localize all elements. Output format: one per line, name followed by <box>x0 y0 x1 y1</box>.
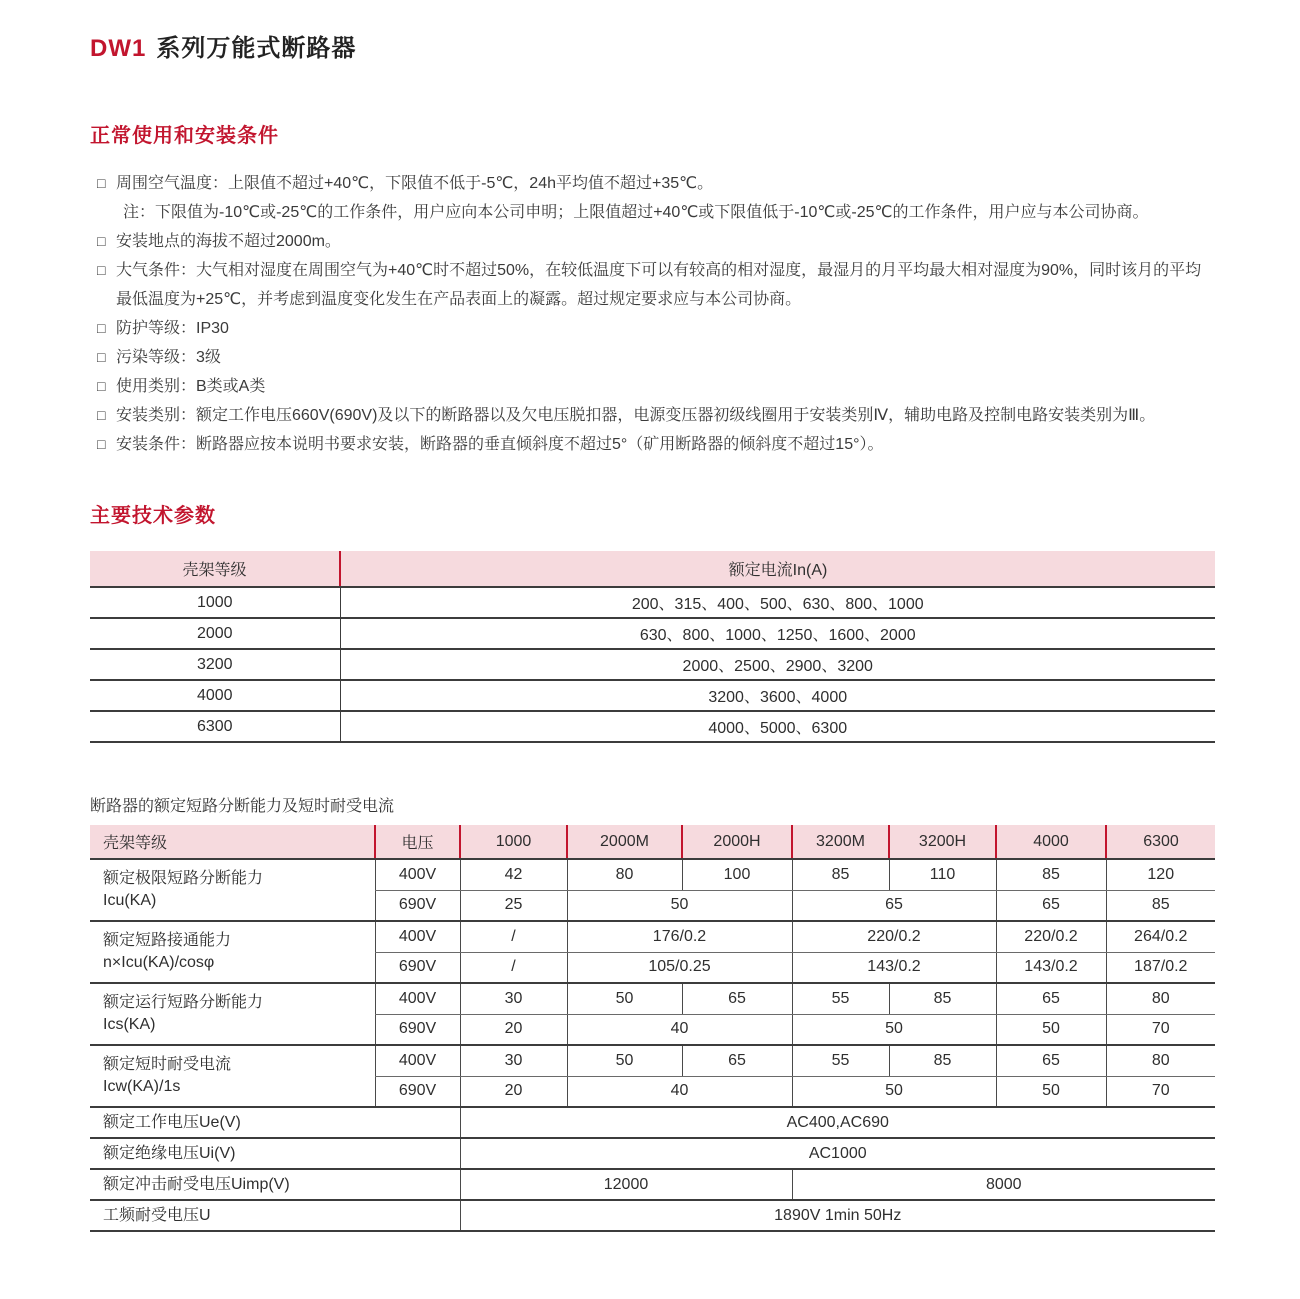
value-cell: 65 <box>996 890 1106 921</box>
column-header: 电压 <box>375 825 460 859</box>
value-cell: 8000 <box>792 1169 1215 1200</box>
square-bullet-icon: □ <box>97 320 106 336</box>
value-cell: 65 <box>682 1045 792 1076</box>
frame-cell: 4000 <box>90 680 340 711</box>
value-cell: 70 <box>1106 1076 1215 1107</box>
value-cell: 85 <box>889 983 996 1014</box>
row-label-cell <box>90 1045 375 1107</box>
column-header: 6300 <box>1106 825 1215 859</box>
table-row <box>90 1107 1215 1138</box>
value-cell: 50 <box>567 890 792 921</box>
voltage-cell: 690V <box>375 890 460 921</box>
row-label-cell <box>90 983 375 1045</box>
value-cell: 50 <box>792 1076 996 1107</box>
value-cell: / <box>460 952 567 983</box>
condition-item <box>90 169 1215 227</box>
condition-item <box>90 430 1215 459</box>
table-row <box>90 1045 1215 1076</box>
value-cell: 50 <box>567 1045 682 1076</box>
value-cell: 65 <box>996 983 1106 1014</box>
value-cell: 25 <box>460 890 567 921</box>
voltage-cell: 400V <box>375 921 460 952</box>
value-cell: 20 <box>460 1076 567 1107</box>
value-cell: 105/0.25 <box>567 952 792 983</box>
condition-text: 大气条件：大气相对湿度在周围空气为+40℃时不超过50%，在较低温度下可以有较高的相对湿度，最湿月的月平均最大相对湿度为90%，同时该月的平均最低温度为+25℃，并考虑到温度变化发生在产品表面上的凝露。超过规定要求应与本公司协商。 <box>116 262 1202 308</box>
table-row <box>90 1200 1215 1231</box>
value-cell: 50 <box>567 983 682 1014</box>
row-label-line1: 额定极限短路分断能力 <box>103 870 264 888</box>
column-header: 4000 <box>996 825 1106 859</box>
row-label-line2: Ics(KA) <box>103 1016 156 1033</box>
value-cell: 50 <box>792 1014 996 1045</box>
frame-cell: 1000 <box>90 587 340 618</box>
table-row <box>90 921 1215 952</box>
breaking-table-title: 断路器的额定短路分断能力及短时耐受电流 <box>90 798 395 815</box>
value-cell: 30 <box>460 983 567 1014</box>
value-cell: AC1000 <box>460 1138 1215 1169</box>
table-row <box>90 983 1215 1014</box>
voltage-cell: 400V <box>375 983 460 1014</box>
voltage-cell: 690V <box>375 1076 460 1107</box>
row-label-line2: Icw(KA)/1s <box>103 1078 181 1095</box>
breaking-capacity-table <box>90 825 1215 1232</box>
square-bullet-icon: □ <box>97 262 106 278</box>
condition-text: 安装条件：断路器应按本说明书要求安装，断路器的垂直倾斜度不超过5°（矿用断路器的倾斜度不超过15°）。 <box>116 436 884 453</box>
conditions-list <box>90 169 1215 459</box>
condition-item <box>90 256 1215 314</box>
value-cell: 80 <box>567 859 682 890</box>
value-cell: 80 <box>1106 1045 1215 1076</box>
condition-text: 周围空气温度：上限值不超过+40℃，下限值不低于-5℃，24h平均值不超过+35℃。 <box>116 175 714 192</box>
row-label-line1: 额定短路接通能力 <box>103 932 232 950</box>
value-cell: / <box>460 921 567 952</box>
value-cell: 187/0.2 <box>1106 952 1215 983</box>
square-bullet-icon: □ <box>97 233 106 249</box>
table-header-row <box>90 825 1215 859</box>
value-cell: AC400,AC690 <box>460 1107 1215 1138</box>
value-cell: 12000 <box>460 1169 792 1200</box>
frame-current-table <box>90 551 1215 743</box>
square-bullet-icon: □ <box>97 436 106 452</box>
column-header: 2000M <box>567 825 682 859</box>
row-label-line1: 额定运行短路分断能力 <box>103 994 264 1012</box>
frame-cell: 6300 <box>90 711 340 742</box>
condition-text: 污染等级：3级 <box>116 349 221 366</box>
value-cell: 40 <box>567 1076 792 1107</box>
row-label-cell <box>90 859 375 921</box>
table-row <box>90 1138 1215 1169</box>
condition-text: 安装地点的海拔不超过2000m。 <box>116 233 341 250</box>
frame-cell: 3200 <box>90 649 340 680</box>
table-row <box>90 1169 1215 1200</box>
condition-text: 安装类别：额定工作电压660V(690V)及以下的断路器以及欠电压脱扣器，电源变压器初级线圈用于安装类别Ⅳ，辅助电路及控制电路安装类别为Ⅲ。 <box>116 407 1156 424</box>
value-cell: 50 <box>996 1076 1106 1107</box>
column-header: 壳架等级 <box>90 825 375 859</box>
row-label-cell: 工频耐受电压U <box>90 1200 460 1231</box>
value-cell: 55 <box>792 983 889 1014</box>
condition-item <box>90 401 1215 430</box>
row-label-cell: 额定绝缘电压Ui(V) <box>90 1138 460 1169</box>
table-row <box>90 649 1215 680</box>
value-cell: 65 <box>792 890 996 921</box>
value-cell: 110 <box>889 859 996 890</box>
currents-cell: 630、800、1000、1250、1600、2000 <box>340 618 1215 649</box>
value-cell: 40 <box>567 1014 792 1045</box>
value-cell: 143/0.2 <box>792 952 996 983</box>
value-cell: 220/0.2 <box>996 921 1106 952</box>
voltage-cell: 690V <box>375 952 460 983</box>
value-cell: 85 <box>1106 890 1215 921</box>
value-cell: 80 <box>1106 983 1215 1014</box>
column-header: 3200M <box>792 825 889 859</box>
value-cell: 176/0.2 <box>567 921 792 952</box>
value-cell: 85 <box>996 859 1106 890</box>
value-cell: 100 <box>682 859 792 890</box>
condition-item <box>90 343 1215 372</box>
value-cell: 143/0.2 <box>996 952 1106 983</box>
currents-cell: 4000、5000、6300 <box>340 711 1215 742</box>
column-header-current: 额定电流In(A) <box>340 551 1215 587</box>
value-cell: 65 <box>996 1045 1106 1076</box>
table-row <box>90 587 1215 618</box>
column-header: 1000 <box>460 825 567 859</box>
table-row <box>90 618 1215 649</box>
series-code: DW1 <box>90 35 147 62</box>
square-bullet-icon: □ <box>97 407 106 423</box>
row-label-line1: 额定短时耐受电流 <box>103 1056 232 1074</box>
table-row <box>90 859 1215 890</box>
value-cell: 85 <box>889 1045 996 1076</box>
series-name: 系列万能式断路器 <box>156 35 357 62</box>
square-bullet-icon: □ <box>97 378 106 394</box>
frame-cell: 2000 <box>90 618 340 649</box>
value-cell: 1890V 1min 50Hz <box>460 1200 1215 1231</box>
column-header: 2000H <box>682 825 792 859</box>
value-cell: 264/0.2 <box>1106 921 1215 952</box>
section-heading-conditions: 正常使用和安装条件 <box>90 125 279 147</box>
value-cell: 120 <box>1106 859 1215 890</box>
row-label-line2: n×Icu(KA)/cosφ <box>103 954 215 971</box>
condition-text: 防护等级：IP30 <box>116 320 229 337</box>
condition-item <box>90 372 1215 401</box>
value-cell: 55 <box>792 1045 889 1076</box>
row-label-cell: 额定工作电压Ue(V) <box>90 1107 460 1138</box>
value-cell: 42 <box>460 859 567 890</box>
value-cell: 65 <box>682 983 792 1014</box>
page-title <box>90 28 1215 63</box>
condition-text: 使用类别：B类或A类 <box>116 378 266 395</box>
value-cell: 30 <box>460 1045 567 1076</box>
currents-cell: 200、315、400、500、630、800、1000 <box>340 587 1215 618</box>
column-header-frame: 壳架等级 <box>90 551 340 587</box>
voltage-cell: 400V <box>375 1045 460 1076</box>
table-header-row <box>90 551 1215 587</box>
voltage-cell: 400V <box>375 859 460 890</box>
square-bullet-icon: □ <box>97 349 106 365</box>
voltage-cell: 690V <box>375 1014 460 1045</box>
value-cell: 70 <box>1106 1014 1215 1045</box>
condition-note: 注：下限值为-10℃或-25℃的工作条件，用户应向本公司申明；上限值超过+40℃或下限值低于-10℃或-25℃的工作条件，用户应与本公司协商。 <box>123 204 1149 221</box>
row-label-cell <box>90 921 375 983</box>
square-bullet-icon: □ <box>97 175 106 191</box>
table-row <box>90 680 1215 711</box>
currents-cell: 3200、3600、4000 <box>340 680 1215 711</box>
condition-item <box>90 314 1215 343</box>
condition-item <box>90 227 1215 256</box>
column-header: 3200H <box>889 825 996 859</box>
table-row <box>90 711 1215 742</box>
currents-cell: 2000、2500、2900、3200 <box>340 649 1215 680</box>
value-cell: 220/0.2 <box>792 921 996 952</box>
value-cell: 20 <box>460 1014 567 1045</box>
section-heading-parameters: 主要技术参数 <box>90 505 216 527</box>
value-cell: 50 <box>996 1014 1106 1045</box>
row-label-cell: 额定冲击耐受电压Uimp(V) <box>90 1169 460 1200</box>
row-label-line2: Icu(KA) <box>103 892 157 909</box>
value-cell: 85 <box>792 859 889 890</box>
